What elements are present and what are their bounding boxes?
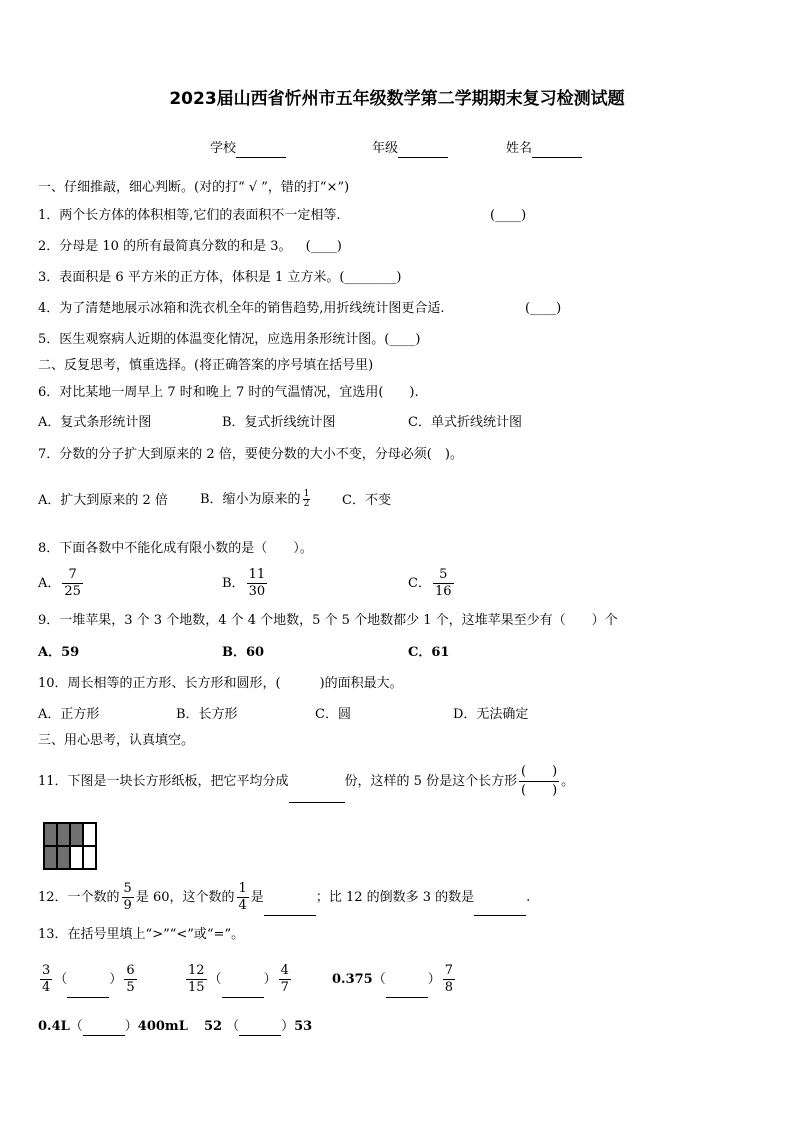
grid-cell-shaded (57, 846, 70, 869)
question-7: 7．分数的分子扩大到原来的 2 倍，要使分数的大小不变，分母必须( )。 (38, 447, 463, 462)
q7-option-a[interactable]: A．扩大到原来的 2 倍 (38, 493, 168, 508)
grid-cell (70, 846, 83, 869)
q13-c2-right: $\frac{4}{7}$ (280, 963, 289, 995)
q13-compare-1: $\frac{3}{4}$ （ ） $\frac{6}{5}$ (38, 962, 139, 998)
q10-option-d[interactable]: D．无法确定 (453, 707, 529, 722)
q8-option-c-fraction: $\frac{5}{16}$ (434, 567, 452, 599)
q10-option-b[interactable]: B．长方形 (176, 707, 238, 722)
school-label: 学校 (210, 141, 237, 156)
section2-heading: 二、反复思考，慎重选择。(将正确答案的序号填在括号里) (38, 358, 374, 373)
q9-option-a[interactable]: A．59 (38, 645, 80, 660)
q8-option-a[interactable]: A． $\frac{7}{25}$ (38, 567, 81, 599)
q12-fraction-2: $\frac{1}{4}$ (238, 881, 247, 913)
q12-fraction-1: $\frac{5}{9}$ (123, 881, 132, 913)
q8-option-b-fraction: $\frac{11}{30}$ (248, 567, 266, 599)
q10-option-a[interactable]: A．正方形 (38, 707, 100, 722)
name-field (506, 140, 582, 158)
q10-option-c[interactable]: C．圆 (315, 707, 351, 722)
question-3: 3．表面积是 6 平方米的正方体，体积是 1 立方米。(________) (38, 270, 402, 285)
grid-cell-shaded (44, 823, 57, 846)
q13-c3-blank[interactable] (386, 983, 428, 998)
q13-c5-blank[interactable] (239, 1021, 281, 1036)
rectangle-grid-figure (43, 822, 97, 870)
q6-option-a[interactable]: A．复式条形统计图 (38, 415, 152, 430)
q11-blank[interactable] (289, 778, 345, 803)
q13-c3-right: $\frac{7}{8}$ (444, 963, 454, 995)
grade-blank[interactable] (398, 143, 448, 158)
question-13: 13．在括号里填上“>”“<”或“=”。 (38, 927, 245, 942)
grid-cell-shaded (57, 823, 70, 846)
school-field (210, 140, 286, 158)
question-8: 8．下面各数中不能化成有限小数的是（ ）。 (38, 541, 313, 556)
q13-compare-5: 52 （ ）53 (204, 1019, 313, 1034)
q1-answer-paren[interactable]: (____) (490, 208, 527, 223)
q5-answer-paren[interactable]: (____) (384, 332, 421, 347)
question-11: 11．下图是一块长方形纸板，把它平均分成 份，这样的 5 份是这个长方形 $\frac{( )}{( )}$ 。 (38, 761, 574, 803)
school-blank[interactable] (236, 143, 286, 158)
section1-heading: 一、仔细推敲，细心判断。(对的打“ √ ”，错的打“×”) (38, 180, 350, 195)
grade-field (372, 140, 448, 158)
q7-option-b-fraction: $\frac{1}{2}$ (303, 489, 310, 509)
section3-heading: 三、用心思考，认真填空。 (38, 733, 195, 748)
name-blank[interactable] (532, 143, 582, 158)
question-9: 9．一堆苹果，3 个 3 个地数，4 个 4 个地数，5 个 5 个地数都少 1 个，这堆苹果至少有（ ）个 (38, 613, 618, 628)
q12-blank-2[interactable] (474, 893, 526, 916)
question-2: 2．分母是 10 的所有最简真分数的和是 3。 (____) (38, 239, 342, 254)
q13-c1-left: $\frac{3}{4}$ (42, 963, 51, 995)
grid-cell (83, 823, 96, 846)
q9-option-b[interactable]: B．60 (222, 645, 265, 660)
q13-c2-blank[interactable] (222, 983, 264, 998)
q6-option-c[interactable]: C．单式折线统计图 (408, 415, 522, 430)
page-title: 2023届山西省忻州市五年级数学第二学期期末复习检测试题 (169, 89, 625, 109)
q13-c1-blank[interactable] (67, 983, 109, 998)
question-10: 10．周长相等的正方形、长方形和圆形，( )的面积最大。 (38, 676, 403, 691)
q9-option-c[interactable]: C．61 (408, 645, 450, 660)
q6-option-b[interactable]: B．复式折线统计图 (222, 415, 336, 430)
question-12: 12．一个数的 $\frac{5}{9}$ 是 60，这个数的 $\frac{1}{4}$ 是 ；比 12 的倒数多 3 的数是 . (38, 880, 530, 916)
q13-compare-2: $\frac{12}{15}$ （ ） $\frac{4}{7}$ (184, 962, 293, 998)
question-6: 6．对比某地一周早上 7 时和晚上 7 时的气温情况，宜选用( ). (38, 385, 419, 400)
q13-c4-blank[interactable] (83, 1021, 125, 1036)
question-5: 5．医生观察病人近期的体温变化情况，应选用条形统计图。(____) (38, 332, 421, 347)
q13-c1-right: $\frac{6}{5}$ (126, 963, 135, 995)
grid-cell-shaded (70, 823, 83, 846)
q7-option-c[interactable]: C．不变 (342, 493, 391, 508)
question-4: 4．为了清楚地展示冰箱和洗衣机全年的销售趋势,用折线统计图更合适. (38, 301, 445, 316)
q2-answer-paren[interactable]: (____) (305, 239, 342, 254)
q8-option-a-fraction: $\frac{7}{25}$ (64, 567, 81, 599)
q3-answer-paren[interactable]: (________) (339, 270, 402, 285)
q13-compare-4: 0.4L（ ）400mL (38, 1019, 188, 1034)
q12-blank-1[interactable] (264, 893, 316, 916)
question-1: 1．两个长方体的体积相等,它们的表面积不一定相等. (38, 208, 341, 223)
q13-compare-3: 0.375（ ） $\frac{7}{8}$ (332, 962, 457, 998)
q4-answer-paren[interactable]: (____) (525, 301, 562, 316)
grid-cell-shaded (44, 846, 57, 869)
q8-option-c[interactable]: C． $\frac{5}{16}$ (408, 567, 452, 599)
grade-label: 年级 (372, 141, 399, 156)
grid-cell (83, 846, 96, 869)
name-label: 姓名 (506, 141, 533, 156)
q13-c2-left: $\frac{12}{15}$ (188, 963, 205, 995)
q8-option-b[interactable]: B． $\frac{11}{30}$ (222, 567, 266, 599)
q11-fraction-blank[interactable]: $\frac{( )}{( )}$ (521, 764, 558, 798)
q7-option-b[interactable]: B．缩小为原来的 $\frac{1}{2}$ (200, 489, 310, 509)
